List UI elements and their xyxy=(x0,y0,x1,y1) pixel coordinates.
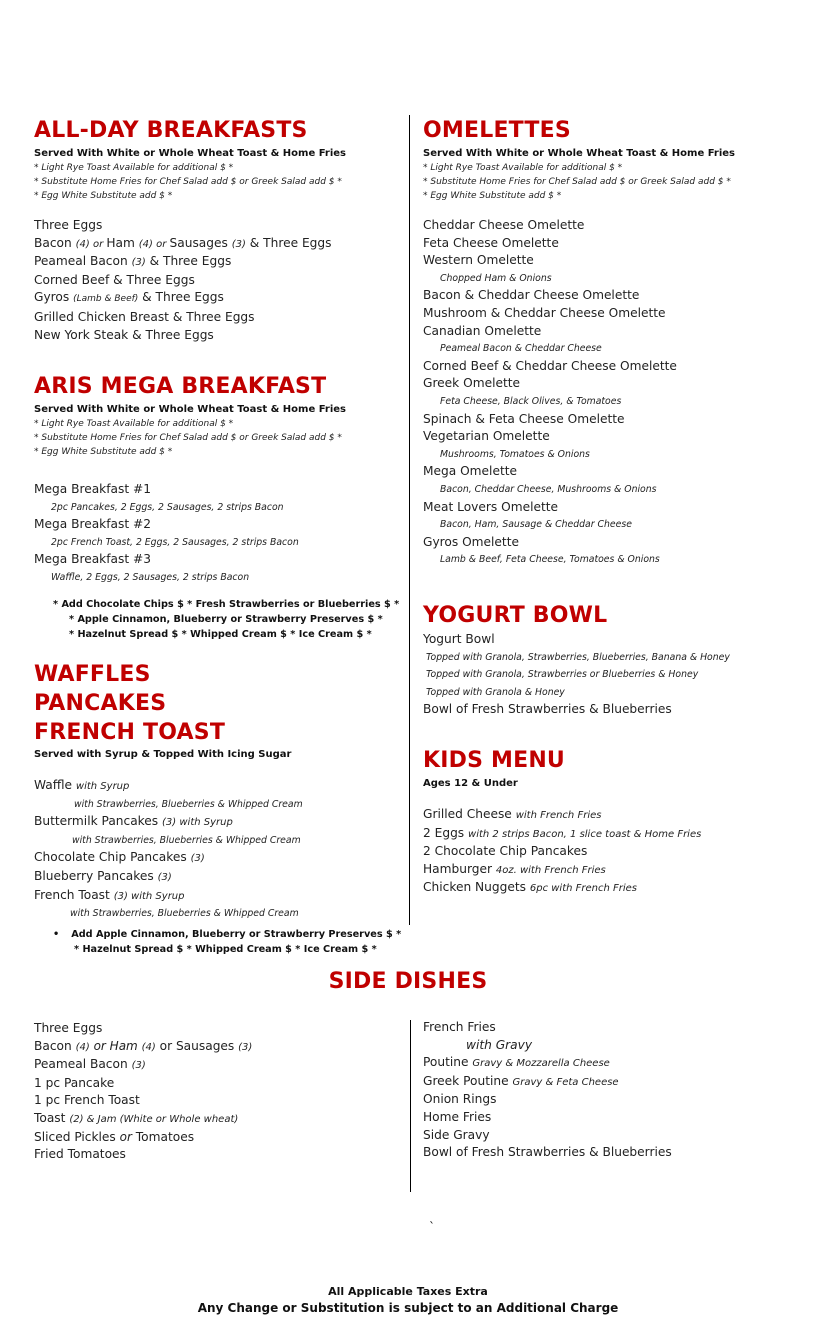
yogurt-bowl-title: YOGURT BOWL xyxy=(423,603,608,628)
menu-item: Hamburger 4oz. with French Fries xyxy=(423,861,606,876)
menu-item: Poutine Gravy & Mozzarella Cheese xyxy=(423,1055,610,1070)
all-day-breakfasts-section xyxy=(34,116,404,344)
menu-item: Chicken Nuggets 6pc with French Fries xyxy=(423,880,638,895)
mega-note: * Substitute Home Fries for Chef Salad add $ or Greek Salad add $ * xyxy=(34,433,342,443)
menu-item: Mushroom & Cheddar Cheese Omelette xyxy=(423,305,666,320)
mega-extras: * Hazelnut Spread $ * Whipped Cream $ * Ice Cream $ * xyxy=(69,628,372,640)
mega-extras: * Add Chocolate Chips $ * Fresh Strawberries or Blueberries $ * xyxy=(53,598,400,610)
menu-item: Buttermilk Pancakes (3) with Syrup xyxy=(34,814,233,829)
menu-item: French Fries xyxy=(423,1020,496,1034)
menu-item: Meat Lovers Omelette xyxy=(423,499,559,514)
column-divider-bottom xyxy=(410,1020,411,1192)
menu-item: Three Eggs xyxy=(34,1021,103,1035)
menu-item: Mega Breakfast #1 xyxy=(34,482,151,496)
mega-extras: * Apple Cinnamon, Blueberry or Strawberry Preserves $ * xyxy=(69,613,383,625)
menu-item: 2 Chocolate Chip Pancakes xyxy=(423,844,588,859)
footer-substitution: Any Change or Substitution is subject to an Additional Charge xyxy=(197,1301,619,1315)
menu-item: Blueberry Pancakes (3) xyxy=(34,868,172,883)
menu-item-detail: 2pc Pancakes, 2 Eggs, 2 Sausages, 2 strips Bacon xyxy=(51,501,284,513)
menu-item: Chocolate Chip Pancakes (3) xyxy=(34,850,205,865)
mega-subtitle: Served With White or Whole Wheat Toast & Home Fries xyxy=(34,404,346,415)
side-dishes-right xyxy=(423,1019,803,1162)
side-dishes-left xyxy=(34,1020,404,1164)
menu-item-detail: Topped with Granola, Strawberries, Blueberries, Banana & Honey xyxy=(426,651,730,663)
omelettes-title: OMELETTES xyxy=(423,118,571,143)
menu-item: Mega Omelette xyxy=(423,464,517,479)
menu-item: Gyros Omelette xyxy=(423,534,519,549)
menu-item-detail: Feta Cheese, Black Olives, & Tomatoes xyxy=(440,395,622,407)
menu-item-detail: 2pc French Toast, 2 Eggs, 2 Sausages, 2 strips Bacon xyxy=(51,536,299,548)
menu-item: Corned Beef & Three Eggs xyxy=(34,272,195,287)
menu-item: Bacon (4) or Ham (4) or Sausages (3) & Three Eggs xyxy=(34,235,332,250)
menu-item: Corned Beef & Cheddar Cheese Omelette xyxy=(423,358,677,373)
menu-item: French Toast (3) with Syrup xyxy=(34,887,185,902)
menu-item: Greek Omelette xyxy=(423,376,521,391)
menu-item: Greek Poutine Gravy & Feta Cheese xyxy=(423,1073,619,1088)
omelettes-note: * Substitute Home Fries for Chef Salad add $ or Greek Salad add $ * xyxy=(423,177,731,187)
menu-item-detail: Peameal Bacon & Cheddar Cheese xyxy=(440,343,602,355)
menu-item-detail: Topped with Granola & Honey xyxy=(426,686,565,698)
mega-note: * Egg White Substitute add $ * xyxy=(34,447,173,457)
menu-item: Canadian Omelette xyxy=(423,323,542,338)
bullet: • xyxy=(53,928,60,940)
all-day-subtitle: Served With White or Whole Wheat Toast & Home Fries xyxy=(34,148,346,159)
side-dishes-header xyxy=(0,967,816,997)
menu-item: Peameal Bacon (3) xyxy=(34,1057,146,1072)
menu-item: Bacon & Cheddar Cheese Omelette xyxy=(423,288,640,303)
menu-item: Bowl of Fresh Strawberries & Blueberries xyxy=(423,1145,672,1160)
menu-item: Cheddar Cheese Omelette xyxy=(423,218,585,232)
menu-item: Toast (2) & Jam (White or Whole wheat) xyxy=(34,1110,239,1125)
all-day-note: * Egg White Substitute add $ * xyxy=(34,191,173,201)
footer-taxes: All Applicable Taxes Extra xyxy=(328,1285,488,1298)
menu-item: Mega Breakfast #3 xyxy=(34,552,151,567)
stray-mark: ` xyxy=(429,1220,435,1234)
menu-item: Onion Rings xyxy=(423,1092,497,1107)
menu-item: 1 pc Pancake xyxy=(34,1075,115,1090)
mega-note: * Light Rye Toast Available for additional $ * xyxy=(34,419,234,429)
omelettes-note: * Egg White Substitute add $ * xyxy=(423,191,562,201)
omelettes-subtitle: Served With White or Whole Wheat Toast & Home Fries xyxy=(423,148,735,159)
menu-item-detail: with Strawberries, Blueberries & Whipped Cream xyxy=(72,834,301,846)
menu-item-detail: Topped with Granola, Strawberries or Blueberries & Honey xyxy=(426,669,699,681)
menu-item: Yogurt Bowl xyxy=(423,632,495,646)
menu-item: Bowl of Fresh Strawberries & Blueberries xyxy=(423,702,672,717)
omelettes-note: * Light Rye Toast Available for additional $ * xyxy=(423,163,623,173)
menu-item-detail: Waffle, 2 Eggs, 2 Sausages, 2 strips Bacon xyxy=(51,571,250,583)
all-day-note: * Substitute Home Fries for Chef Salad add $ or Greek Salad add $ * xyxy=(34,177,342,187)
waffles-section xyxy=(34,660,404,957)
menu-item: Spinach & Feta Cheese Omelette xyxy=(423,411,625,426)
menu-item-detail: Chopped Ham & Onions xyxy=(440,272,552,284)
menu-item: Waffle with Syrup xyxy=(34,778,130,792)
waffles-extras: • Add Apple Cinnamon, Blueberry or Strawberry Preserves $ * xyxy=(53,928,402,940)
side-dishes-title: SIDE DISHES xyxy=(328,969,488,994)
menu-item: Grilled Chicken Breast & Three Eggs xyxy=(34,309,255,324)
menu-item: Three Eggs xyxy=(34,218,103,232)
menu-item: Vegetarian Omelette xyxy=(423,429,550,444)
menu-item-detail: with Strawberries, Blueberries & Whipped Cream xyxy=(70,908,299,920)
menu-item-detail: Mushrooms, Tomatoes & Onions xyxy=(440,448,590,460)
kids-menu-title: KIDS MENU xyxy=(423,748,565,773)
mega-breakfast-title: ARIS MEGA BREAKFAST xyxy=(34,374,327,399)
omelette-list xyxy=(423,217,803,569)
menu-item: 2 Eggs with 2 strips Bacon, 1 slice toast & Home Fries xyxy=(423,825,702,840)
menu-item: Grilled Cheese with French Fries xyxy=(423,807,602,821)
menu-item: Mega Breakfast #2 xyxy=(34,517,151,532)
omelettes-section xyxy=(423,116,803,569)
menu-item: Feta Cheese Omelette xyxy=(423,235,559,250)
column-divider-top xyxy=(409,115,410,925)
all-day-breakfasts-title: ALL-DAY BREAKFASTS xyxy=(34,118,308,143)
menu-item-detail: Lamb & Beef, Feta Cheese, Tomatoes & Onions xyxy=(440,554,660,566)
yogurt-bowl-section xyxy=(423,601,803,719)
menu-item: Western Omelette xyxy=(423,253,534,268)
menu-item: Peameal Bacon (3) & Three Eggs xyxy=(34,254,232,269)
menu-item: Home Fries xyxy=(423,1109,492,1124)
waffles-extras: * Hazelnut Spread $ * Whipped Cream $ * Ice Cream $ * xyxy=(74,943,377,955)
waffles-subtitle: Served with Syrup & Topped With Icing Sugar xyxy=(34,749,292,760)
menu-item: Fried Tomatoes xyxy=(34,1147,126,1162)
menu-item-detail: Bacon, Ham, Sausage & Cheddar Cheese xyxy=(440,519,632,531)
menu-item-detail: Bacon, Cheddar Cheese, Mushrooms & Onions xyxy=(440,483,657,495)
menu-item: Side Gravy xyxy=(423,1127,490,1142)
menu-item: Gyros (Lamb & Beef) & Three Eggs xyxy=(34,290,224,305)
all-day-note: * Light Rye Toast Available for additional $ * xyxy=(34,163,234,173)
menu-item: 1 pc French Toast xyxy=(34,1093,140,1108)
menu-item: New York Steak & Three Eggs xyxy=(34,327,214,342)
menu-item-detail: with Strawberries, Blueberries & Whipped Cream xyxy=(74,798,303,810)
mega-breakfast-section xyxy=(34,372,404,642)
menu-item: Sliced Pickles or Tomatoes xyxy=(34,1129,195,1144)
waffles-title: WAFFLES xyxy=(34,662,151,687)
kids-subtitle: Ages 12 & Under xyxy=(423,778,518,789)
french-toast-title: FRENCH TOAST xyxy=(34,720,226,745)
pancakes-title: PANCAKES xyxy=(34,691,167,716)
menu-item: Bacon (4) or Ham (4) or Sausages (3) xyxy=(34,1038,253,1053)
menu-item-detail: with Gravy xyxy=(466,1037,533,1052)
kids-menu-section xyxy=(423,746,803,898)
